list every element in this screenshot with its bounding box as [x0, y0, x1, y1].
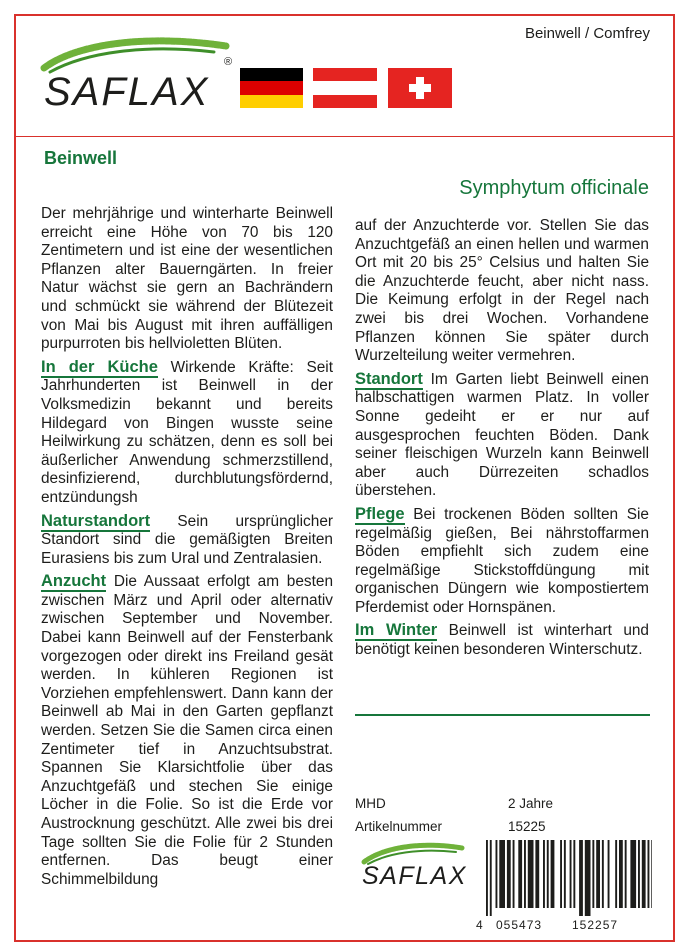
switzerland-flag-icon	[388, 68, 452, 108]
barcode-bar	[535, 840, 539, 908]
barcode-first-digit: 4	[476, 918, 484, 932]
right-column	[355, 217, 649, 664]
barcode-bar	[585, 840, 591, 916]
latin-name: Symphytum officinale	[459, 177, 649, 199]
barcode-bar	[615, 840, 617, 908]
barcode-bar	[602, 840, 604, 908]
barcode-bar	[608, 840, 610, 908]
barcode-bar	[486, 840, 488, 916]
section-heading-kueche: In der Küche	[41, 357, 158, 376]
saflax-logo	[36, 36, 236, 116]
barcode-bar	[651, 840, 652, 908]
austria-flag-icon	[313, 68, 377, 108]
pflege-text: Bei trockenen Böden sollten Sie regelmäßig gießen, Bei nährstoffarmen Böden empfiehlt sich zudem eine regelmäßige Stickstoffdüngung mit organischen Düngern wie kompostiertem Pferdemist oder Hornspänen.	[355, 505, 649, 616]
green-divider	[355, 714, 650, 716]
section-heading-standort: Standort	[355, 369, 423, 388]
barcode-bar	[642, 840, 646, 908]
anzucht-continued: auf der Anzuchterde vor. Stellen Sie das Anzuchtgefäß an einen hellen und warmen Ort mit 20 bis 25° Celsius und halten Sie die Anzuchterde feucht, aber nicht nass. Die Keimung erfolgt in der Regel nach zwei bis drei Wochen. Vorhandene Pflanzen können Sie später durch Wurzelteilung weiter vermehren.	[355, 217, 649, 365]
barcode-bar	[625, 840, 627, 908]
section-heading-winter: Im Winter	[355, 621, 438, 640]
barcode-bar	[518, 840, 522, 908]
section-heading-naturstandort: Naturstandort	[41, 511, 151, 530]
page-title: Beinwell	[44, 148, 118, 168]
winter-paragraph	[355, 621, 649, 659]
anzucht-text: Die Aussaat erfolgt am besten zwischen März und April oder alternativ zwischen September und November. Dabei kann Beinwell auf der Fensterbank vorgezogen oder direkt ins Freiland gesät werden. In kühleren Regionen ist Vorziehen empfehlenswert. Dann kann der Beinwell ab Mai in den Garten gepflanzt werden. Setzen Sie die Samen circa einen Zentimeter tief in Anzuchtsubstrat. Spannen Sie Klarsichtfolie über das Anzuchtgefäß und stechen Sie einige Löcher in die Folie. So ist die Erde vor Austrocknung geschützt. Alle zwei bis drei Tage sollten Sie die Folie für 2 Stunden entfernen. Das beugt einer Schimmelbildung	[41, 573, 333, 888]
barcode-group-1: 055473	[496, 918, 543, 932]
barcode-bar	[496, 840, 498, 908]
kueche-text: Wirkende Kräfte: Seit Jahrhunderten ist Beinwell in der Volksmedizin bekannt und bereits Hildegard von Bingen wusste seine Heilwirkung zu schätzen, denn es soll bei äußerlicher Anwendung schmerzstillend, desinfizierend, durchblutungsfördernd, entzündungsh	[41, 358, 333, 506]
left-column	[41, 205, 333, 922]
barcode-bar	[592, 840, 594, 908]
article-number-label: Artikelnummer	[355, 819, 443, 834]
intro-paragraph: Der mehrjährige und winterharte Beinwell erreicht eine Höhe von 70 bis 120 Zentimetern und ist eine der wesentlichen Pflanzen alter Bauerngärten. In freier Natur wächst sie gern an Bachrändern und schmückt sie während der Blütezeit von Mai bis August mit ihren auffälligen purpurroten bis hellvioletten Blüten.	[41, 205, 333, 353]
barcode-bar	[573, 840, 575, 908]
naturstandort-paragraph	[41, 512, 333, 569]
section-heading-anzucht: Anzucht	[41, 572, 107, 591]
barcode-bar	[513, 840, 515, 908]
mhd-value: 2 Jahre	[508, 796, 554, 811]
barcode-bar	[579, 840, 583, 916]
barcode-bar	[638, 840, 640, 908]
barcode-bar	[564, 840, 566, 908]
logo-text: SAFLAX	[44, 70, 210, 114]
registered-mark: ®	[224, 56, 233, 68]
footer-logo-text: SAFLAX	[362, 862, 467, 890]
barcode-bar	[490, 840, 492, 916]
barcode-bar	[570, 840, 572, 908]
standort-paragraph	[355, 370, 649, 501]
winter-text: Beinwell ist winterhart und benötigt keinen besonderen Winterschutz.	[355, 622, 649, 659]
barcode-bar	[619, 840, 623, 908]
species-label: Beinwell / Comfrey	[524, 25, 650, 42]
standort-text: Im Garten liebt Beinwell einen halbschattigen warmen Platz. In voller Sonne gedeiht er er nur auf ausgesprochen feuchten Böden. Dank seiner fleischigen Wurzeln kann Beinwell aber auch Dürrezeiten schadlos überstehen.	[355, 370, 649, 500]
pflege-paragraph	[355, 505, 649, 618]
barcode-bar	[648, 840, 650, 908]
barcode-bar	[596, 840, 600, 908]
barcode-bar	[507, 840, 511, 908]
barcode-bar	[547, 840, 549, 908]
section-heading-pflege: Pflege	[355, 504, 405, 523]
mhd-label: MHD	[355, 796, 386, 811]
barcode-bar	[551, 840, 555, 908]
barcode-bar	[630, 840, 636, 908]
barcode-bar	[499, 840, 505, 908]
barcode-group-2: 152257	[572, 918, 619, 932]
ean-barcode	[476, 840, 652, 918]
germany-flag-icon	[240, 68, 303, 108]
barcode-bar	[528, 840, 534, 908]
kueche-paragraph	[41, 358, 333, 508]
header-divider	[16, 136, 673, 137]
anzucht-paragraph	[41, 572, 333, 889]
barcode-bar	[524, 840, 526, 908]
barcode-bar	[543, 840, 545, 908]
barcode-bar	[560, 840, 562, 908]
naturstandort-text: Sein ursprünglicher Standort sind die gemäßigten Breiten Eurasiens bis zum Ural und Zentralasien.	[41, 512, 333, 567]
footer-saflax-logo	[358, 842, 478, 902]
article-number-value: 15225	[508, 819, 546, 834]
